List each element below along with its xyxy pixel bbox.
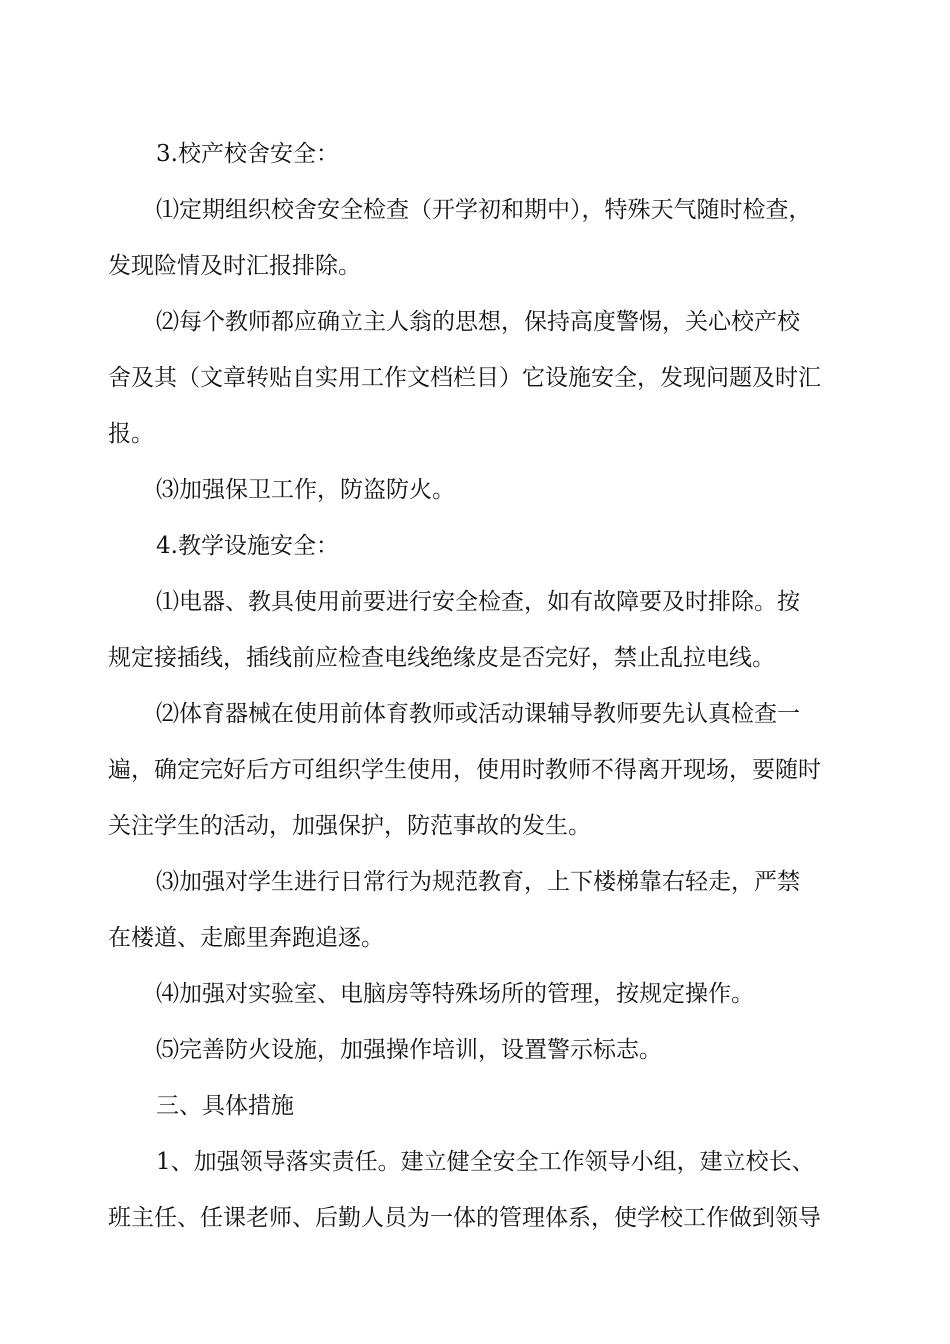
text-line: ⑶加强对学生进行日常行为规范教育，上下楼梯靠右轻走，严禁 xyxy=(156,869,800,895)
text-line: 1、加强领导落实责任。建立健全安全工作领导小组，建立校长、 xyxy=(156,1149,815,1175)
paragraph-measure-1 xyxy=(108,1134,848,1246)
text-line: 三、具体措施 xyxy=(156,1093,294,1119)
text-line: 关注学生的活动，加强保护，防范事故的发生。 xyxy=(108,813,591,839)
text-line: 3.校产校舍安全： xyxy=(156,141,339,167)
text-line: 规定接插线，插线前应检查电线绝缘皮是否完好，禁止乱拉电线。 xyxy=(108,645,775,671)
section-heading-measures xyxy=(108,1078,848,1134)
text-line: 报。 xyxy=(108,421,154,447)
paragraph-4-2 xyxy=(108,686,848,854)
text-line: 4.教学设施安全： xyxy=(156,533,339,559)
paragraph-4-3 xyxy=(108,854,848,966)
text-line: 班主任、任课老师、后勤人员为一体的管理体系，使学校工作做到领导 xyxy=(108,1205,821,1231)
paragraph-section-3-title xyxy=(108,126,848,182)
paragraph-3-3 xyxy=(108,462,848,518)
paragraph-4-4 xyxy=(108,966,848,1022)
paragraph-4-1 xyxy=(108,574,848,686)
text-line: 舍及其（文章转贴自实用工作文档栏目）它设施安全，发现问题及时汇 xyxy=(108,365,821,391)
paragraph-section-4-title xyxy=(108,518,848,574)
text-line: ⑴定期组织校舍安全检查（开学初和期中），特殊天气随时检查， xyxy=(156,197,812,223)
text-line: ⑵每个教师都应确立主人翁的思想，保持高度警惕，关心校产校 xyxy=(156,309,800,335)
paragraph-3-1 xyxy=(108,182,848,294)
text-line: 发现险情及时汇报排除。 xyxy=(108,253,361,279)
text-line: 遍，确定完好后方可组织学生使用，使用时教师不得离开现场，要随时 xyxy=(108,757,821,783)
paragraph-3-2 xyxy=(108,294,848,462)
text-line: ⑸完善防火设施，加强操作培训，设置警示标志。 xyxy=(156,1037,662,1063)
document-body xyxy=(108,126,848,1246)
text-line: ⑶加强保卫工作，防盗防火。 xyxy=(156,477,455,503)
text-line: ⑵体育器械在使用前体育教师或活动课辅导教师要先认真检查一 xyxy=(156,701,800,727)
text-line: ⑴电器、教具使用前要进行安全检查，如有故障要及时排除。按 xyxy=(156,589,800,615)
text-line: ⑷加强对实验室、电脑房等特殊场所的管理，按规定操作。 xyxy=(156,981,754,1007)
text-line: 在楼道、走廊里奔跑追逐。 xyxy=(108,925,384,951)
paragraph-4-5 xyxy=(108,1022,848,1078)
